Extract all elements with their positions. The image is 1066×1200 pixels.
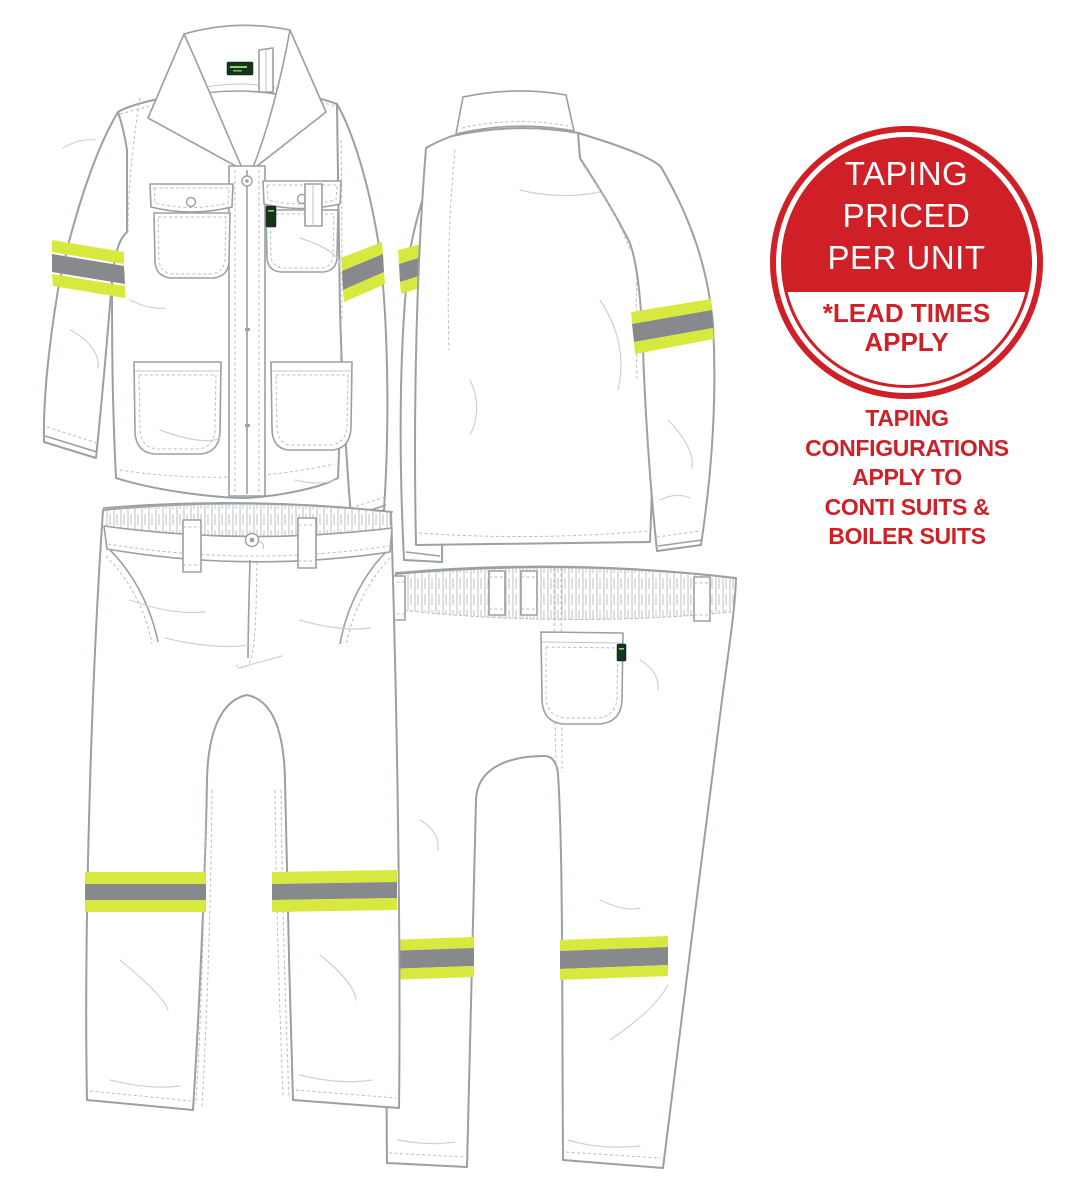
badge-lead-times-line: *LEAD TIMES	[822, 297, 991, 328]
elastic-waistband	[397, 567, 735, 620]
brand-label	[227, 62, 253, 75]
back-pocket	[541, 632, 626, 724]
badge-per-unit-line: PER UNIT	[827, 238, 986, 276]
caption-line: APPLY TO	[852, 464, 962, 490]
badge-taping-line: TAPING	[844, 154, 969, 192]
caption-line: BOILER SUITS	[828, 523, 986, 549]
caption-line: CONTI SUITS &	[824, 493, 990, 520]
right-chest-pocket	[263, 181, 341, 272]
taping-configurations-note	[758, 404, 1056, 552]
reflective-band	[386, 936, 668, 980]
badge-apply-line: APPLY	[864, 326, 949, 357]
waistband	[103, 503, 393, 562]
badge-priced-line: PRICED	[842, 196, 971, 234]
trousers-back-view	[386, 567, 736, 1168]
badge-lower-section	[784, 292, 1029, 385]
caption-line: TAPING	[865, 405, 949, 431]
trousers-front-silhouette	[86, 503, 399, 1110]
reflective-band	[85, 870, 397, 912]
taping-priced-badge	[770, 126, 1043, 399]
jacket-front-right-sleeve	[337, 104, 387, 528]
jacket-front-view	[44, 25, 388, 528]
jacket-back-view	[398, 91, 714, 562]
pocket-tag	[617, 644, 626, 661]
left-chest-pocket	[150, 184, 233, 278]
pocket-tag	[266, 206, 276, 227]
right-lower-pocket	[271, 362, 352, 450]
caption-line: CONFIGURATIONS	[805, 434, 1009, 461]
button-placket	[229, 166, 265, 496]
trousers-front-view	[85, 503, 400, 1110]
badge-upper-section	[784, 140, 1029, 292]
badge-disc	[784, 140, 1029, 385]
